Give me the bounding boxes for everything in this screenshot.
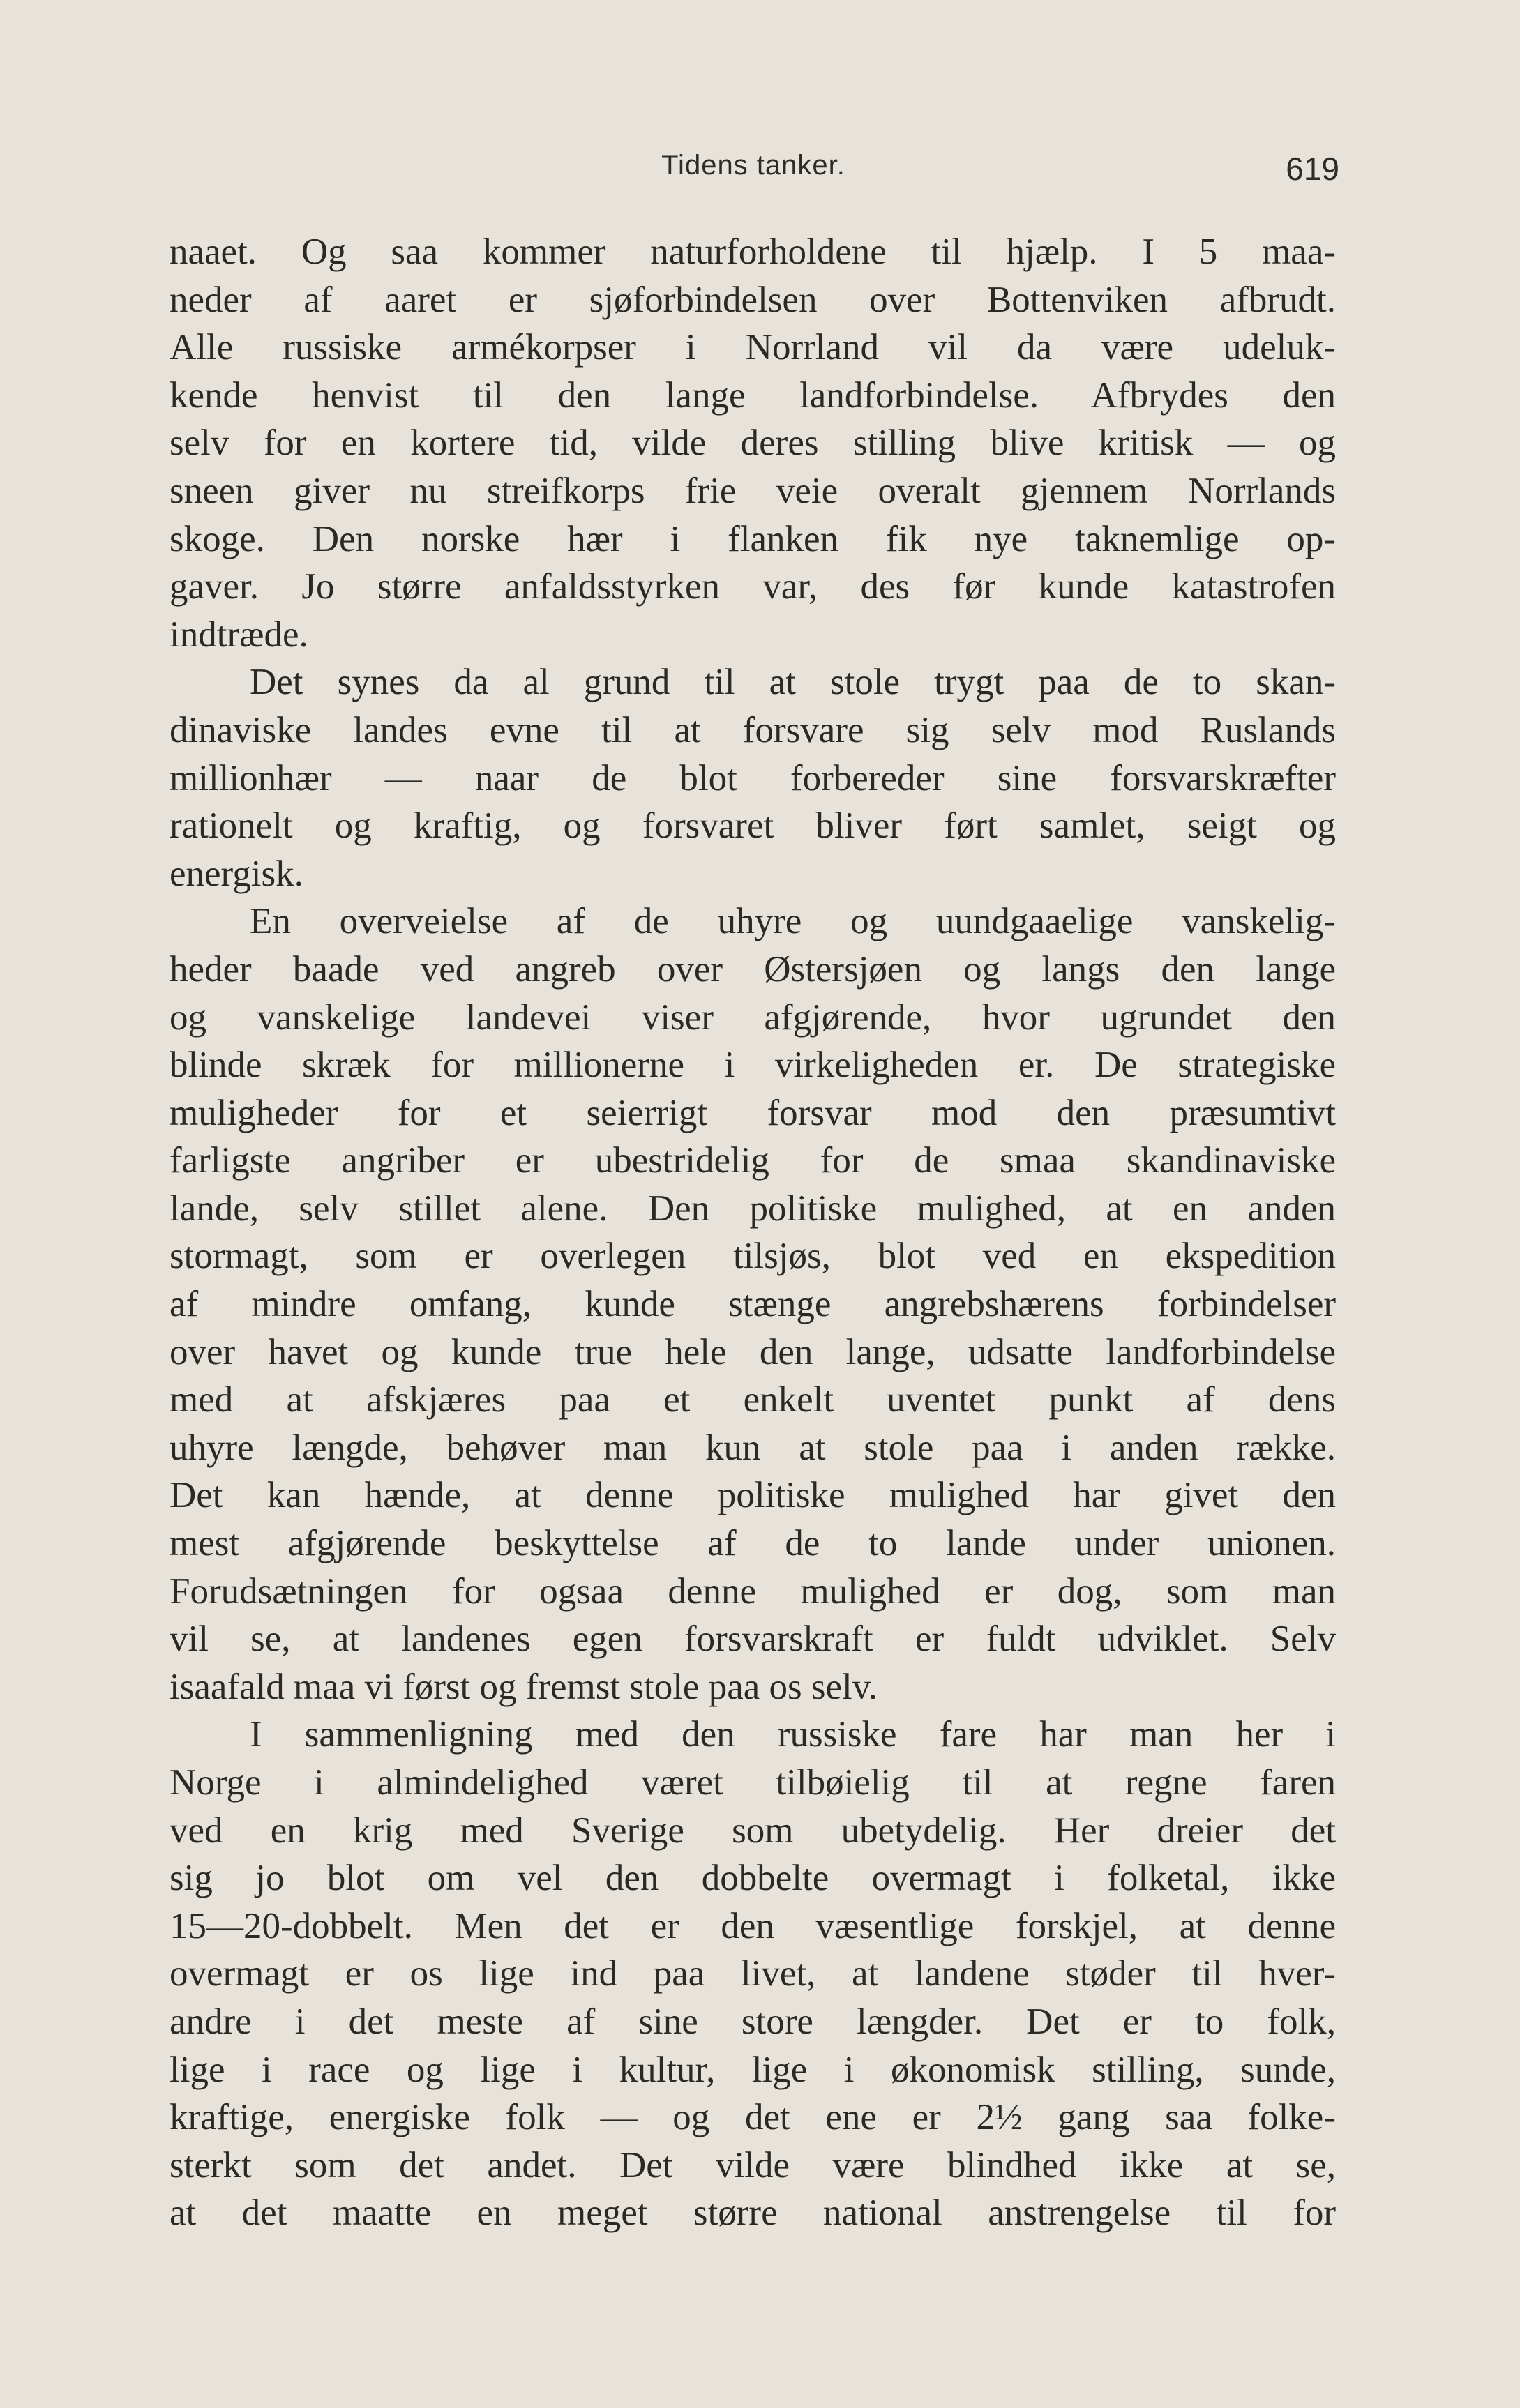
text-line: isaafald maa vi først og fremst stole paa os selv. — [170, 1666, 878, 1707]
page-header — [167, 150, 1339, 206]
text-line: andre i det meste af sine store længder. Det er to folk, — [170, 2001, 1336, 2042]
text-line: naaet. Og saa kommer naturforholdene til hjælp. I 5 maa- — [170, 232, 1336, 272]
text-line: skoge. Den norske hær i flanken fik nye taknemlige op- — [170, 518, 1336, 559]
text-line: Forudsætningen for ogsaa denne mulighed er dog, som man — [170, 1570, 1336, 1612]
text-line: ved en krig med Sverige som ubetydelig. Her dreier det — [170, 1810, 1336, 1851]
text-line: muligheder for et seierrigt forsvar mod den præsumtivt — [170, 1092, 1336, 1133]
text-line: blinde skræk for millionerne i virkeligheden er. De strategiske — [170, 1045, 1336, 1086]
text-line: overmagt er os lige ind paa livet, at landene støder til hver- — [170, 1953, 1336, 1994]
text-line: dinaviske landes evne til at forsvare sig selv mod Ruslands — [170, 709, 1336, 750]
text-line: En overveielse af de uhyre og uundgaaelige vanskelig- — [250, 901, 1336, 942]
text-line: kraftige, energiske folk — og det ene er 2½ gang saa folke- — [170, 2097, 1336, 2138]
text-line: Norge i almindelighed været tilbøielig til at regne faren — [170, 1762, 1336, 1803]
text-line: lige i race og lige i kultur, lige i økonomisk stilling, sunde, — [170, 2049, 1336, 2090]
text-line: vil se, at landenes egen forsvarskraft er fuldt udviklet. Selv — [170, 1619, 1336, 1660]
text-line: millionhær — naar de blot forbereder sine forsvarskræfter — [170, 757, 1336, 798]
page-number: 619 — [1286, 151, 1339, 187]
text-line: 15—20-dobbelt. Men det er den væsentlige forskjel, at denne — [170, 1905, 1336, 1946]
text-line: sneen giver nu streifkorps frie veie overalt gjennem Norrlands — [170, 470, 1336, 511]
text-line: lande, selv stillet alene. Den politiske mulighed, at en anden — [170, 1188, 1336, 1229]
text-line: gaver. Jo større anfaldsstyrken var, des før kunde katastrofen — [170, 566, 1336, 607]
text-line: over havet og kunde true hele den lange, udsatte landforbindelse — [170, 1331, 1336, 1372]
running-title: Tidens tanker. — [661, 150, 845, 181]
paragraph-3 — [170, 898, 1336, 1711]
text-line: sterkt som det andet. Det vilde være blindhed ikke at se, — [170, 2144, 1336, 2186]
text-line: stormagt, som er overlegen tilsjøs, blot ved en ekspedition — [170, 1236, 1336, 1277]
body-text — [170, 228, 1336, 2237]
text-line: farligste angriber er ubestridelig for de smaa skandinaviske — [170, 1140, 1336, 1181]
paragraph-4 — [170, 1711, 1336, 2237]
text-line: energisk. — [170, 853, 303, 894]
text-line: mest afgjørende beskyttelse af de to lande under unionen. — [170, 1523, 1336, 1564]
text-line: selv for en kortere tid, vilde deres stilling blive kritisk — og — [170, 423, 1336, 464]
text-line: rationelt og kraftig, og forsvaret bliver ført samlet, seigt og — [170, 805, 1336, 847]
text-line: sig jo blot om vel den dobbelte overmagt i folketal, ikke — [170, 1858, 1336, 1899]
text-line: Det kan hænde, at denne politiske mulighed har givet den — [170, 1475, 1336, 1516]
paragraph-1 — [170, 228, 1336, 658]
text-line: I sammenligning med den russiske fare har man her i — [250, 1714, 1336, 1755]
text-line: neder af aaret er sjøforbindelsen over Bottenviken afbrudt. — [170, 279, 1336, 320]
text-line: heder baade ved angreb over Østersjøen og langs den lange — [170, 948, 1336, 990]
text-line: med at afskjæres paa et enkelt uventet punkt af dens — [170, 1379, 1336, 1421]
text-line: og vanskelige landevei viser afgjørende, hvor ugrundet den — [170, 997, 1336, 1038]
text-line: Alle russiske armékorpser i Norrland vil da være udeluk- — [170, 327, 1336, 368]
text-line: at det maatte en meget større national anstrengelse til for — [170, 2193, 1336, 2234]
text-line: uhyre længde, behøver man kun at stole paa i anden række. — [170, 1427, 1336, 1468]
text-line: kende henvist til den lange landforbindelse. Afbrydes den — [170, 374, 1336, 416]
text-line: af mindre omfang, kunde stænge angrebshærens forbindelser — [170, 1284, 1336, 1325]
text-line: indtræde. — [170, 614, 308, 655]
paragraph-2 — [170, 658, 1336, 898]
text-line: Det synes da al grund til at stole trygt paa de to skan- — [250, 662, 1336, 703]
